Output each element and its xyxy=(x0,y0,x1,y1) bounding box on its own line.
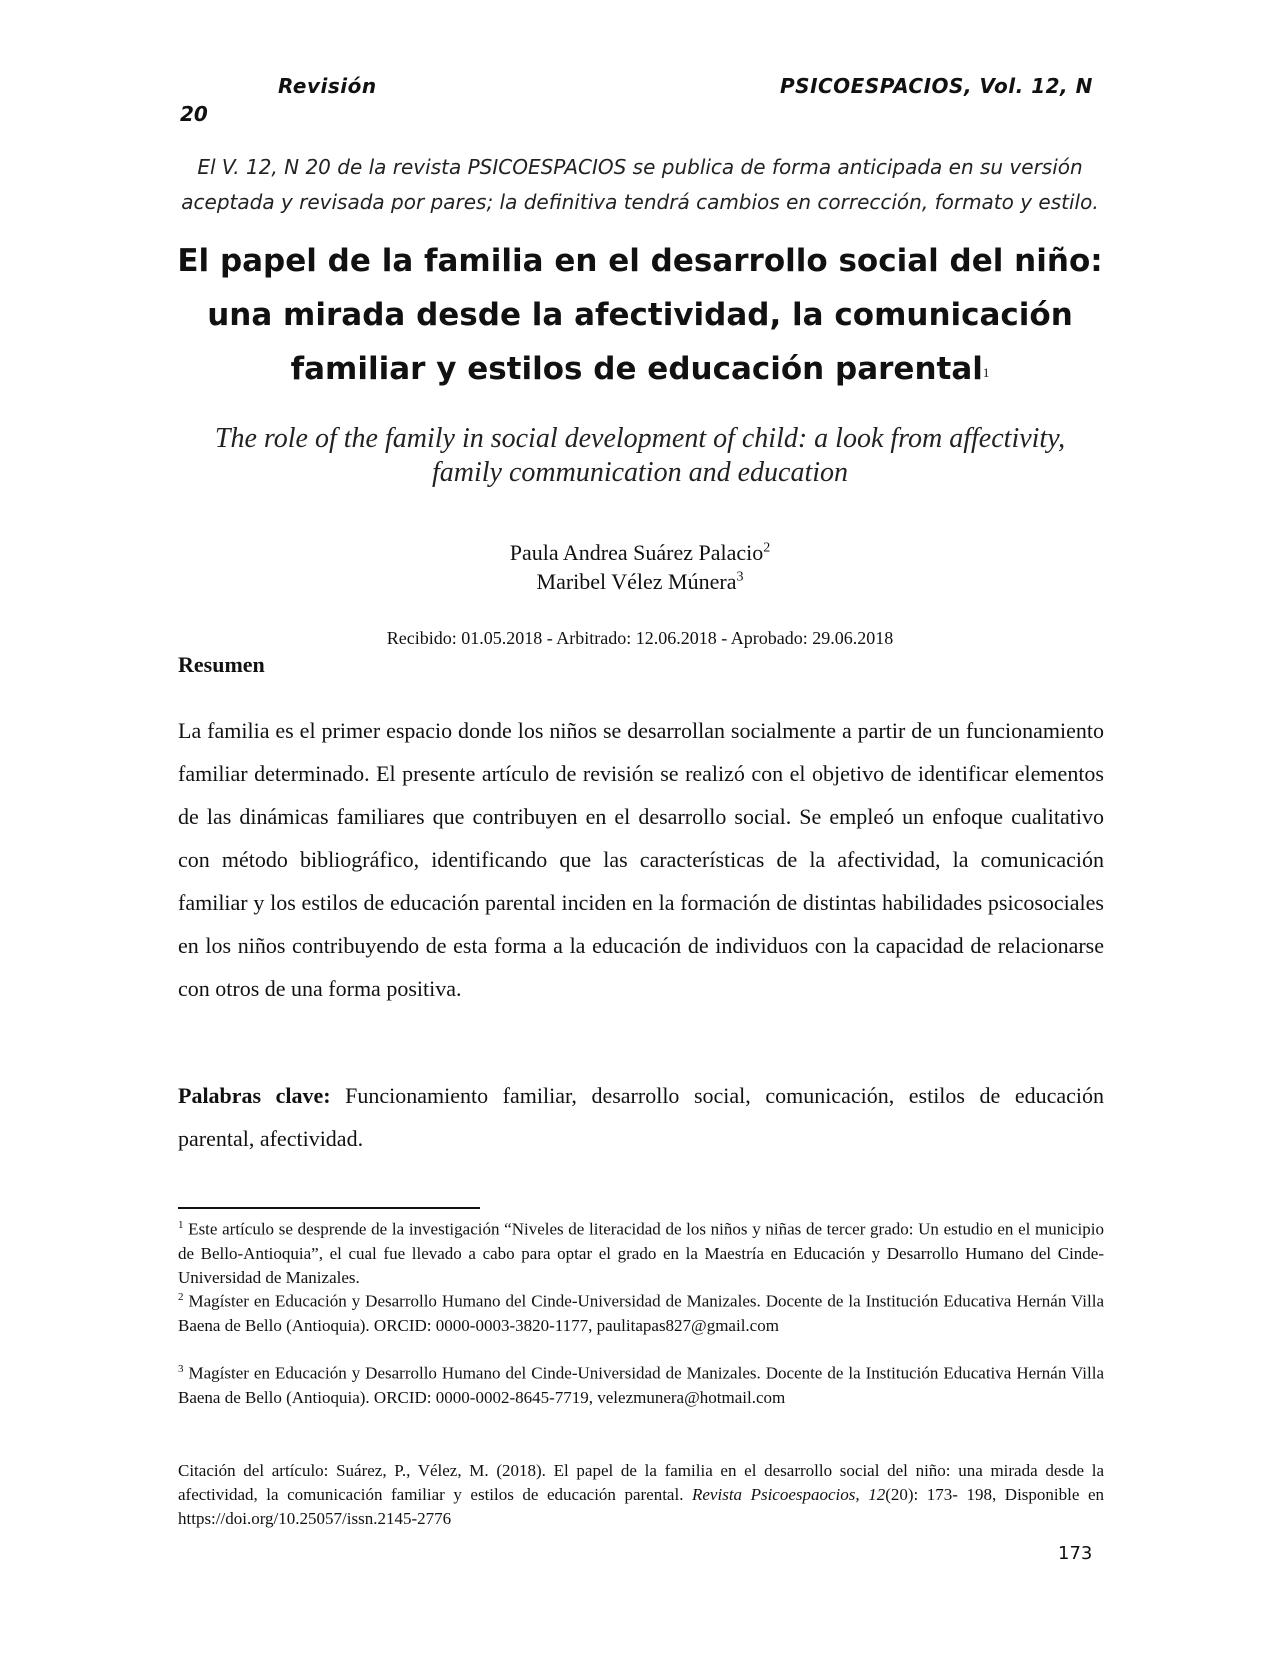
footnote-1-text: Este artículo se desprende de la investigación “Niveles de literacidad de los niños y niñas de tercer grado: Un estudio en el municipio de Bello-Antioquia”, el cual fue llevado a cabo para optar el grado en la Maestría en Educación y Desarrollo Humano del Cinde-Universidad de Manizales. xyxy=(178,1219,1104,1287)
running-header-section: Revisión xyxy=(278,74,377,98)
citation-suffix[interactable]: (20): 173- 198, Disponible en https://doi.org/10.25057/issn.2145-2776 xyxy=(178,1485,1104,1528)
english-title-line-1: The role of the family in social development of child: a look from affectivity, xyxy=(214,423,1066,454)
footnote-3-mark: 3 xyxy=(178,1363,184,1375)
citation-journal: Revista Psicoespaocios, xyxy=(692,1485,860,1504)
abstract-heading: Resumen xyxy=(178,652,265,677)
title-line-2: una mirada desde la afectividad, la comunicación xyxy=(207,297,1073,333)
english-title-line-2: family communication and education xyxy=(431,457,849,488)
author-1-footnote-mark[interactable]: 2 xyxy=(763,540,771,556)
footnote-3-text: Magíster en Educación y Desarrollo Humano del Cinde-Universidad de Manizales. Docente de la Institución Educativa Hernán Villa Baena de Bello (Antioquia). ORCID: 0000-0002-8645-7719, velezmunera@hotmail.com xyxy=(178,1363,1104,1407)
citation-prefix: Citación del artículo: Suárez, P., Vélez, M. (2018). El papel de la familia en el desarrollo social del niño: una mirada desde la afectividad, la comunicación familiar y estilos de educación parental. xyxy=(178,1461,1104,1504)
running-header-journal: PSICOESPACIOS, Vol. 12, N xyxy=(780,74,1093,98)
advance-publication-notice-line2: aceptada y revisada por pares; la definitiva tendrá cambios en corrección, formato y estilo. xyxy=(181,190,1099,214)
page-number: 173 xyxy=(1058,1543,1093,1564)
title-line-1: El papel de la familia en el desarrollo social del niño: xyxy=(177,243,1103,279)
running-header-number: 20 xyxy=(180,102,208,126)
english-title xyxy=(140,422,1140,490)
keywords-text: Funcionamiento familiar, desarrollo social, comunicación, estilos de educación parental, afectividad. xyxy=(178,1083,1104,1151)
footnote-2 xyxy=(178,1285,1104,1338)
footnote-separator xyxy=(178,1207,480,1209)
article-citation xyxy=(178,1459,1104,1531)
abstract-text: La familia es el primer espacio donde los niños se desarrollan socialmente a partir de un funcionamiento familiar determinado. El presente artículo de revisión se realizó con el objetivo de identificar elementos de las dinámicas familiares que contribuyen en el desarrollo social. Se empleó un enfoque cualitativo con método bibliográfico, identificando que las características de la afectividad, la comunicación familiar y los estilos de educación parental inciden en la formación de distintas habilidades psicosociales en los niños contribuyendo de esta forma a la educación de individuos con la capacidad de relacionarse con otros de una forma positiva. xyxy=(178,718,1104,1001)
article-title xyxy=(130,234,1150,396)
title-footnote-mark[interactable]: 1 xyxy=(982,365,990,380)
author-1 xyxy=(140,540,1140,566)
submission-dates: Recibido: 01.05.2018 - Arbitrado: 12.06.2018 - Aprobado: 29.06.2018 xyxy=(386,628,894,648)
author-1-name: Paula Andrea Suárez Palacio xyxy=(509,540,764,565)
author-2-name: Maribel Vélez Múnera xyxy=(536,569,737,594)
author-2-footnote-mark[interactable]: 3 xyxy=(736,569,744,585)
author-2 xyxy=(140,569,1140,595)
keywords xyxy=(178,1074,1104,1160)
footnote-2-text: Magíster en Educación y Desarrollo Humano del Cinde-Universidad de Manizales. Docente de la Institución Educativa Hernán Villa Baena de Bello (Antioquia). ORCID: 0000-0003-3820-1177, paulitapas827@gmail.com xyxy=(178,1291,1104,1335)
footnote-1 xyxy=(178,1213,1104,1290)
citation-volume: 12 xyxy=(859,1485,886,1504)
advance-publication-notice-line1: El V. 12, N 20 de la revista PSICOESPACIOS se publica de forma anticipada en su versión xyxy=(197,155,1083,179)
title-line-3 xyxy=(130,342,1150,396)
keywords-label: Palabras clave: xyxy=(178,1083,331,1108)
title-line-3-text: familiar y estilos de educación parental xyxy=(290,351,983,387)
footnote-1-mark: 1 xyxy=(178,1219,184,1231)
footnote-3 xyxy=(178,1357,1104,1410)
footnote-2-mark: 2 xyxy=(178,1291,184,1303)
